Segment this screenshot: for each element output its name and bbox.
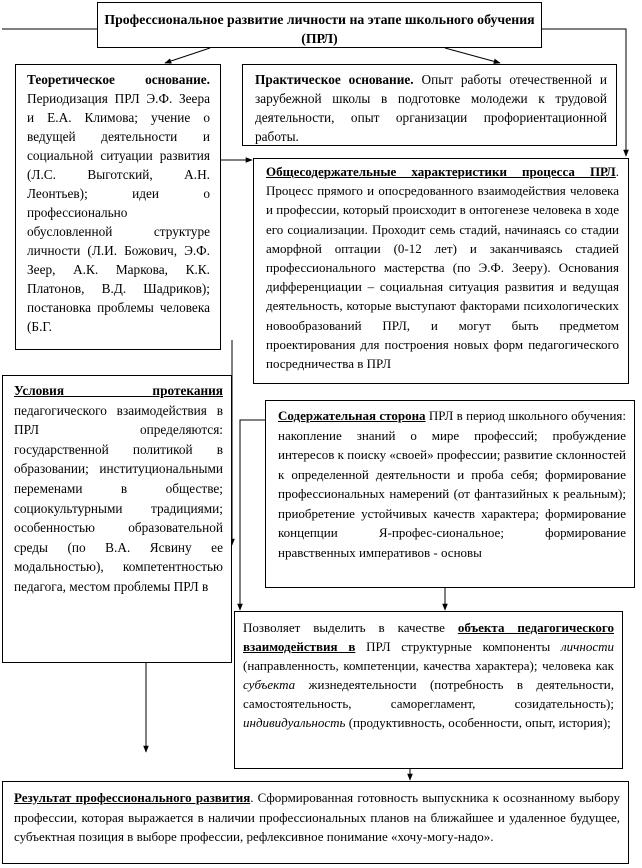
text-run: Опыт работы отечественной и зарубежной школы в подготовке молодежи к трудовой деятельности, опыт организации профориентационной работы.	[255, 72, 607, 144]
text-run: Условия протекания	[14, 383, 223, 398]
interaction-object-box	[234, 611, 623, 769]
text-run: Содержательная сторона	[278, 408, 426, 423]
arrow-title-to-practice	[445, 48, 500, 63]
text-run: (продуктивность, особенности, опыт, история);	[345, 715, 611, 730]
content-side-text	[278, 406, 626, 562]
diagram-title-text	[104, 10, 535, 48]
interaction-object-text	[243, 618, 614, 732]
text-run: ПРЛ структурные компоненты	[355, 639, 562, 654]
arrow-title-to-theory	[165, 48, 210, 63]
text-run: индивидуальность	[243, 715, 346, 730]
general-characteristics-box	[253, 158, 629, 384]
text-run: жизнедеятельности (потребность в деятельности, самостоятельность, саморегламент, созидательность);	[243, 677, 614, 711]
text-run: (направленность, компетенции, качества характера); человека как	[243, 658, 614, 673]
practice-basis-box	[242, 64, 617, 146]
general-characteristics-text	[266, 162, 619, 373]
development-result-text	[14, 788, 620, 847]
text-run: Общесодержательные характеристики процесса ПРЛ	[266, 164, 616, 179]
theory-basis-text	[27, 70, 210, 336]
development-result-box	[2, 781, 629, 864]
text-run: Теоретическое основание.	[27, 72, 210, 87]
text-run: . Процесс прямого и опосредованного взаимодействия человека и профессии, который происходит в онтогенезе человека в ходе его социализации. Проходит семь стадий, начинаясь со стадии аморфной оптации (0-12 лет) и заканчиваясь стадией профессионального мастерства (по Э.Ф. Зееру). Основания дифференциации – социальная ситуация развития и ведущая деятельность, которые выступают факторами психологических новообразований ПРЛ, и могут быть предметом проектирования для построения новых форм педагогического посредничества в ПРЛ	[266, 164, 619, 372]
text-run: педагогического взаимодействия в ПРЛ определяются: государственной политикой в образовании; институциональными переменами в обществе; социокультурными традициями; особенностью образовательной среды (по В.А. Ясвину ее модальностью), компетентностью педагога, местом проблемы ПРЛ в	[14, 402, 223, 594]
diagram-title-box	[97, 2, 542, 48]
text-run: Результат профессионального развития	[14, 790, 251, 805]
practice-basis-text	[255, 70, 607, 146]
text-run: Периодизация ПРЛ Э.Ф. Зеера и Е.А. Климова; учение о ведущей деятельности и социальной ситуации развития (Л.С. Выготский, А.Н. Леонтьев); идеи о профессионально обусловленной структуре личности (Л.И. Божович, Э.Ф. Зеер, А.К. Маркова, К.К. Платонов, В.Д. Шадриков); постановка проблемы человека (Б.Г.	[27, 91, 210, 334]
content-side-box	[265, 400, 635, 588]
text-run: субъекта	[243, 677, 296, 692]
text-run: Профессиональное развитие личности на этапе школьного обучения (ПРЛ)	[104, 12, 535, 46]
text-run: . Сформированная готовность выпускника к осознанному выбору профессии, которая выражается в наличии профессиональных планов на ближайшее и удаленное будущее, субъектная позиция в выборе профессии, рефлексивное понимание «хочу-могу-надо».	[14, 790, 621, 844]
arrow-content-to-object	[240, 420, 265, 610]
text-run: ПРЛ в период школьного обучения: накопление знаний о мире профессий; пробуждение интересов к поиску «своей» профессии; развитие склонностей к определенной деятельности и проба себя; формирование профессиональных намерений (от фантазийных к реальным); приобретение устойчивых качеств характера; формирование концепции Я-профес-сиональное; формирование нравственных императивов - основы	[278, 408, 627, 560]
text-run: объекта педагогического взаимодействия в	[243, 620, 614, 654]
theory-basis-box	[15, 64, 221, 350]
conditions-box	[2, 375, 232, 663]
conditions-text	[14, 381, 223, 597]
text-run: Практическое основание.	[255, 72, 414, 87]
text-run: личности	[561, 639, 614, 654]
text-run: Позволяет выделить в качестве	[243, 620, 458, 635]
